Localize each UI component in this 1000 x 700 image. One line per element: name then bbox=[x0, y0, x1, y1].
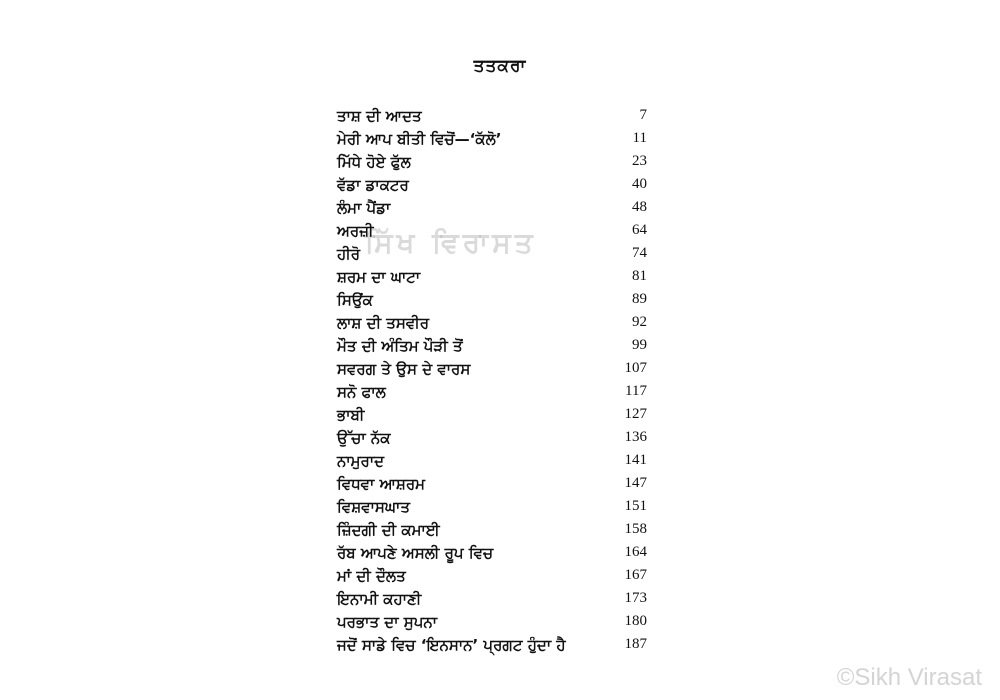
toc-entry-title: ਰੱਬ ਆਪਣੇ ਅਸਲੀ ਰੂਪ ਵਿਚ bbox=[337, 544, 494, 562]
toc-entry-page: 187 bbox=[624, 636, 647, 652]
toc-entry-page: 23 bbox=[632, 153, 647, 169]
toc-entry-page: 167 bbox=[624, 567, 647, 583]
toc-entry-title: ਸਨੋ ਫਾਲ bbox=[337, 383, 386, 401]
toc-entry-page: 158 bbox=[624, 521, 647, 537]
toc-entry-title: ਤਾਸ਼ ਦੀ ਆਦਤ bbox=[337, 107, 422, 125]
toc-entry bbox=[337, 312, 647, 335]
toc-entry bbox=[337, 151, 647, 174]
toc-entry bbox=[337, 220, 647, 243]
toc-entry-title: ਮੇਰੀ ਆਪ ਬੀਤੀ ਵਿਚੋਂ—‘ਕੱਲੋ’ bbox=[337, 130, 502, 148]
toc-entry bbox=[337, 289, 647, 312]
toc-entry-title: ਮਾਂ ਦੀ ਦੌਲਤ bbox=[337, 567, 406, 585]
toc-entry-page: 147 bbox=[624, 475, 647, 491]
toc-entry-page: 40 bbox=[632, 176, 647, 192]
toc-entry bbox=[337, 450, 647, 473]
toc-entry-title: ਭਾਬੀ bbox=[337, 406, 365, 424]
toc-entry-title: ਮਿੱਧੇ ਹੋਏ ਫੁੱਲ bbox=[337, 153, 411, 171]
toc-entry-page: 89 bbox=[632, 291, 647, 307]
toc-entry-page: 11 bbox=[632, 130, 647, 146]
toc-entry-page: 141 bbox=[624, 452, 647, 468]
toc-entry bbox=[337, 128, 647, 151]
toc-entry bbox=[337, 105, 647, 128]
toc-entry-title: ਜ਼ਿੰਦਗੀ ਦੀ ਕਮਾਈ bbox=[337, 521, 440, 539]
toc-entry-title: ਵੱਡਾ ਡਾਕਟਰ bbox=[337, 176, 409, 194]
page-title: ਤਤਕਰਾ bbox=[473, 56, 527, 76]
toc-entry-page: 136 bbox=[624, 429, 647, 445]
toc-entry-title: ਹੀਰੋ bbox=[337, 245, 361, 263]
toc-entry-page: 151 bbox=[624, 498, 647, 514]
toc-entry bbox=[337, 634, 647, 657]
toc-entry-title: ਇਨਾਮੀ ਕਹਾਣੀ bbox=[337, 590, 422, 608]
toc-entry-title: ਅਰਜ਼ੀ bbox=[337, 222, 374, 240]
toc-entry-page: 92 bbox=[632, 314, 647, 330]
toc-entry bbox=[337, 266, 647, 289]
toc-entry bbox=[337, 588, 647, 611]
toc-entry-title: ਲਾਸ਼ ਦੀ ਤਸਵੀਰ bbox=[337, 314, 430, 332]
toc-entry-title: ਨਾਮੁਰਾਦ bbox=[337, 452, 385, 470]
table-of-contents bbox=[337, 105, 647, 657]
toc-entry bbox=[337, 358, 647, 381]
toc-entry-page: 173 bbox=[624, 590, 647, 606]
toc-entry bbox=[337, 496, 647, 519]
toc-entry-page: 48 bbox=[632, 199, 647, 215]
toc-entry bbox=[337, 381, 647, 404]
toc-entry bbox=[337, 197, 647, 220]
toc-entry bbox=[337, 174, 647, 197]
toc-entry bbox=[337, 542, 647, 565]
toc-entry-title: ਵਿਸ਼ਵਾਸਘਾਤ bbox=[337, 498, 410, 516]
toc-entry-title: ਉੱਚਾ ਨੱਕ bbox=[337, 429, 391, 447]
toc-entry-page: 164 bbox=[624, 544, 647, 560]
copyright-watermark: ©Sikh Virasat bbox=[836, 664, 982, 691]
toc-entry-page: 107 bbox=[624, 360, 647, 376]
toc-entry bbox=[337, 243, 647, 266]
toc-entry-page: 180 bbox=[624, 613, 647, 629]
toc-entry-title: ਸਿਉਂਕ bbox=[337, 291, 373, 309]
toc-entry-title: ਜਦੋਂ ਸਾਡੇ ਵਿਚ ‘ਇਨਸਾਨ’ ਪ੍ਰਗਟ ਹੁੰਦਾ ਹੈ bbox=[337, 636, 566, 654]
toc-entry-title: ਸ਼ਰਮ ਦਾ ਘਾਟਾ bbox=[337, 268, 421, 286]
toc-entry-page: 7 bbox=[639, 107, 647, 123]
toc-entry bbox=[337, 335, 647, 358]
toc-entry-title: ਮੌਤ ਦੀ ਅੰਤਿਮ ਪੌੜੀ ਤੋਂ bbox=[337, 337, 463, 355]
toc-entry bbox=[337, 404, 647, 427]
toc-entry bbox=[337, 565, 647, 588]
toc-entry bbox=[337, 427, 647, 450]
toc-entry bbox=[337, 611, 647, 634]
toc-entry-page: 74 bbox=[632, 245, 647, 261]
toc-entry-title: ਵਿਧਵਾ ਆਸ਼ਰਮ bbox=[337, 475, 426, 493]
toc-entry-page: 117 bbox=[625, 383, 647, 399]
toc-entry-page: 99 bbox=[632, 337, 647, 353]
toc-entry bbox=[337, 519, 647, 542]
toc-entry-title: ਪਰਭਾਤ ਦਾ ਸੁਪਨਾ bbox=[337, 613, 438, 631]
toc-entry-title: ਸਵਰਗ ਤੇ ਉਸ ਦੇ ਵਾਰਸ bbox=[337, 360, 471, 378]
toc-entry-page: 81 bbox=[632, 268, 647, 284]
toc-entry bbox=[337, 473, 647, 496]
toc-entry-page: 64 bbox=[632, 222, 647, 238]
toc-entry-page: 127 bbox=[624, 406, 647, 422]
center-watermark: ਸਿੱਖ ਵਿਰਾਸਤ bbox=[365, 226, 537, 259]
toc-entry-title: ਲੰਮਾ ਪੈਂਡਾ bbox=[337, 199, 391, 217]
